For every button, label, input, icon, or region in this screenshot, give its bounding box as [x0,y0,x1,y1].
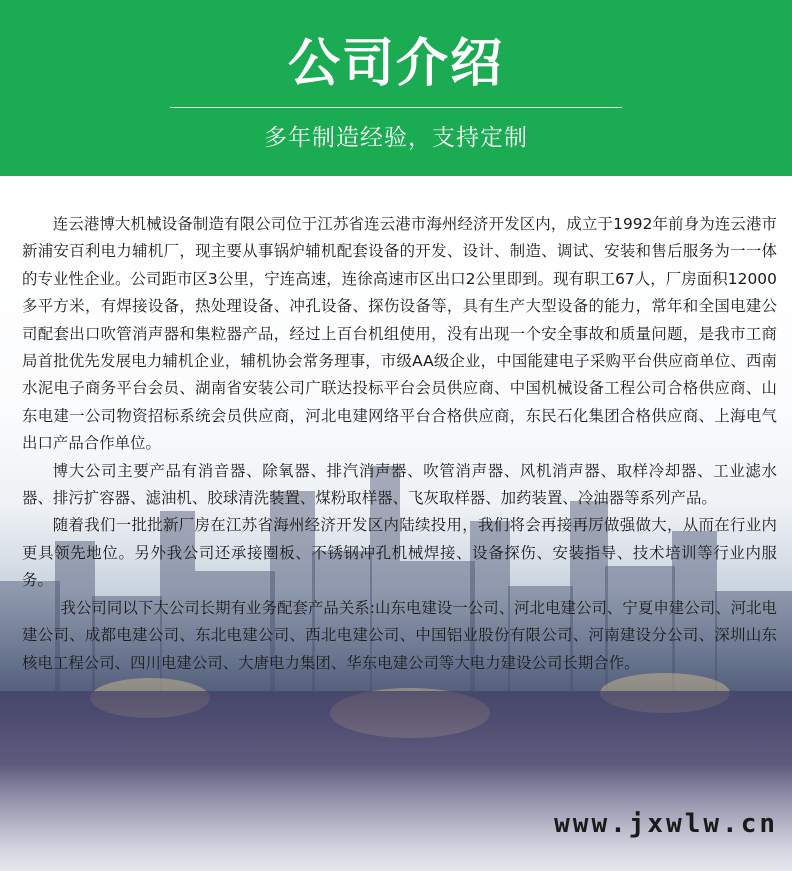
intro-paragraph-3: 随着我们一批批新厂房在江苏省海州经济开发区内陆续投用，我们将会再接再厉做强做大，从而在行业内更具领先地位。另外我公司还承接圈板、不锈钢冲孔机械焊接、设备探伤、安装指导、技术培训等行业内服务。 [22,516,777,590]
intro-paragraph-1: 连云港博大机械设备制造有限公司位于江苏省连云港市海州经济开发区内，成立于1992年前身为连云港市新浦安百利电力辅机厂，现主要从事锅炉辅机配套设备的开发、设计、制造、调试、安装和售后服务为一一体的专业性企业。公司距市区3公里，宁连高速，连徐高速市区出口2公里即到。现有职工67人，厂房面积12000多平方米，有焊接设备，热处理设备、冲孔设备、探伤设备等，具有生产大型设备的能力，常年和全国电建公司配套出口吹管消声器和集粒器产品，经过上百台机组使用，没有出现一个安全事故和质量问题，是我市工商局首批优先发展电力辅机企业，辅机协会常务理事，市级AA级企业，中国能建电子采购平台供应商单位、西南水泥电子商务平台会员、湖南省安装公司广联达投标平台会员供应商、中国机械设备工程公司合格供应商、山东电建一公司物资招标系统会员供应商，河北电建网络平台合格供应商，东民石化集团合格供应商、上海电气出口产品合作单位。 [22,215,777,453]
header-gap [0,176,792,208]
header-banner [0,0,792,176]
harbor-water [0,691,792,871]
company-intro-text [22,211,777,677]
intro-paragraph-2: 博大公司主要产品有消音器、除氧器、排汽消声器、吹管消声器、风机消声器、取样冷却器、工业滤水器、排污扩容器、滤油机、胶球清洗装置、煤粉取样器、飞灰取样器、加药装置、冷油器等系列产品。 [22,461,777,508]
intro-paragraph-4: 我公司同以下大公司长期有业务配套产品关系:山东电建设一公司、河北电建公司、宁夏申建公司、河北电建公司、成都电建公司、东北电建公司、西北电建公司、中国铝业股份有限公司、河南建设分公司、深圳山东核电工程公司、四川电建公司、大唐电力集团、华东电建公司等大电力建设公司长期合作。 [22,598,777,672]
website-url: www.jxwlw.cn [554,809,778,839]
page-subtitle: 多年制造经验，支持定制 [264,125,528,151]
title-divider [170,107,622,108]
page-title: 公司介绍 [287,34,504,94]
